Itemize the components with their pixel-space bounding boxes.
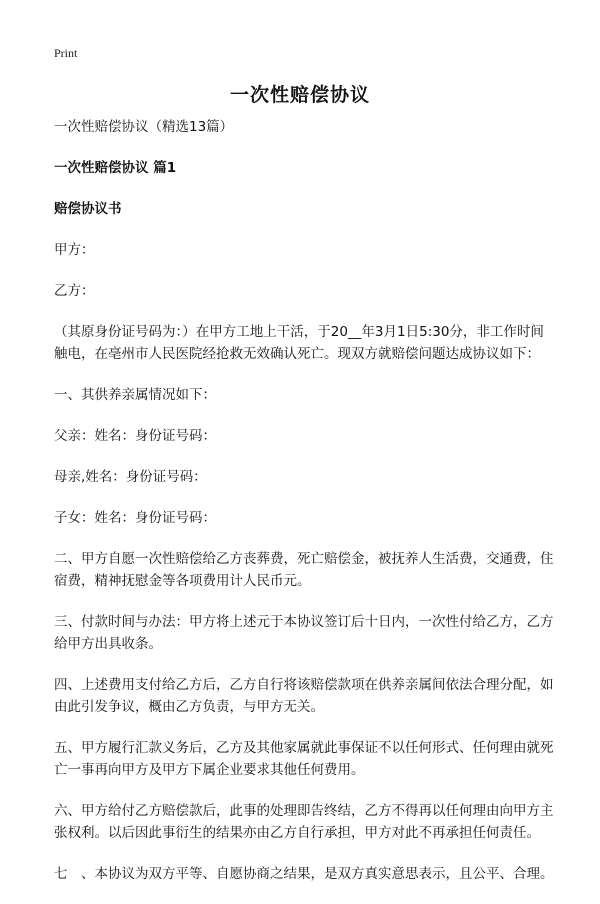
clause-6: 六、甲方给付乙方赔偿款后，此事的处理即告终结，乙方不得再以任何理由向甲方主张权利。以后因此事衍生的结果亦由乙方自行承担，甲方对此不再承担任何责任。	[54, 803, 554, 841]
clause-3: 三、付款时间与办法：甲方将上述元于本协议签订后十日内，一次性付给乙方，乙方给甲方出具收条。	[54, 614, 554, 652]
clause-5: 五、甲方履行汇款义务后，乙方及其他家属就此事保证不以任何形式、任何理由就死亡一事再向甲方及甲方下属企业要求其他任何费用。	[54, 740, 554, 778]
document-title: 一次性赔偿协议	[229, 84, 370, 106]
party-b-line: 乙方：	[54, 283, 95, 299]
intro-paragraph: （其原身份证号码为：）在甲方工地上干活，于20__年3月1日5:30分，非工作时间触电，在亳州市人民医院经抢救无效确认死亡。现双方就赔偿问题达成协议如下：	[54, 324, 544, 362]
father-line: 父亲：姓名：身份证号码：	[54, 428, 216, 444]
clause-4: 四、上述费用支付给乙方后，乙方自行将该赔偿款项在供养亲属间依法合理分配，如由此引发争议，概由乙方负责，与甲方无关。	[54, 677, 554, 715]
section-heading: 一次性赔偿协议 篇1	[54, 160, 177, 176]
mother-line: 母亲,姓名：身份证号码：	[54, 469, 207, 485]
clause-7: 七 、本协议为双方平等、自愿协商之结果，是双方真实意思表示，且公平、合理。	[54, 866, 554, 882]
clause-1: 一、其供养亲属情况如下：	[54, 387, 216, 403]
document-body	[54, 116, 554, 904]
clause-2: 二、甲方自愿一次性赔偿给乙方丧葬费，死亡赔偿金，被抚养人生活费，交通费，住宿费，精神抚慰金等各项费用计人民币元。	[54, 551, 554, 589]
child-line: 子女：姓名：身份证号码：	[54, 510, 216, 526]
print-link[interactable]: Print	[54, 46, 78, 60]
document-subtitle: 一次性赔偿协议（精选13篇）	[54, 119, 234, 135]
agreement-heading: 赔偿协议书	[54, 201, 122, 217]
party-a-line: 甲方：	[54, 242, 95, 258]
